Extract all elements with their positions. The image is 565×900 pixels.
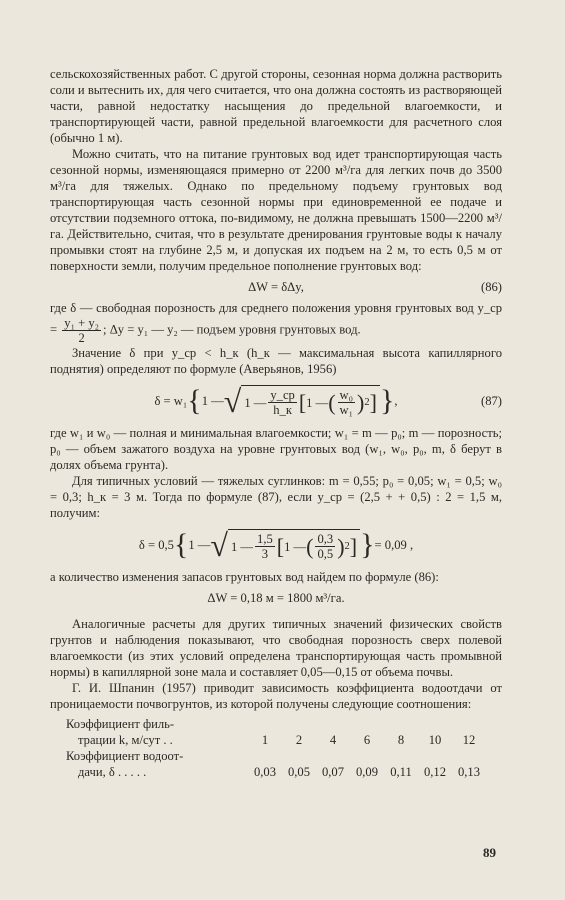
row-label: Коэффициент водоот- [66,749,184,763]
left-bracket: [ [276,533,285,559]
formula-text: ΔW = δΔy, [248,280,304,294]
formula-lhs: δ = 0,5 [138,538,174,552]
paragraph: Можно считать, что на питание грунтовых вод идет транспортирующая часть сезонной нормы, изменяющаяся примерно от 2200 м³/га для легких почв до 3500 м³/га для тяжелых. Однако по предельному подъему грунтовых вод транспортирующая часть сезонной нормы при единовременной ее подаче и отсутствии подземного оттока, по-видимому, не должна превышать 1500—2200 м³/га. Действительно, считая, что в результате дренирования грунтовые воды к началу промывки стоят на глубине 2,5 м, и допуская их подъем на 2 м, то есть 0,5 м от поверхности земли, получим предельное пополнение грунтовых вод: [50,147,502,273]
table-cell: 8 [397,733,405,747]
paragraph: а количество изменения запасов грунтовых вод найдем по формуле (86): [50,570,439,584]
table-cell: 0,12 [423,765,447,779]
fraction [255,532,275,561]
formula-term: 1 — [230,539,254,554]
square-root [224,385,380,417]
denominator: 2 [78,331,85,345]
table-cell: 2 [295,733,303,747]
coefficient-table [50,716,486,780]
table-cell: 0,07 [321,765,345,779]
table-row [50,748,486,764]
text-run: y_ср = [50,301,503,337]
table-cell: 12 [462,733,476,747]
left-brace: { [187,384,202,417]
formula-dw-result [50,590,502,606]
left-paren: ( [306,533,314,559]
numerator: y_ср [270,388,295,402]
left-paren: ( [328,389,336,415]
table-row [50,764,486,780]
numerator: w₀ [339,388,354,402]
table-row [50,732,486,748]
formula-number: (86) [481,280,502,294]
formula-result: = 0,09 , [374,538,414,552]
exponent: 2 [364,396,370,408]
formula-lhs: δ = w₁ [154,394,188,408]
paragraph: сельскохозяйственных работ. С другой стороны, сезонная норма должна растворить соли и вытеснить их, для чего считается, что она должна состоять из растворяющей части, равной недостатку насыщения до предельной влагоемкости, и транспортирующей части, равной предельной влагоемкости для расчетного слоя (обычно 1 м). [50,67,502,145]
left-brace: { [173,528,189,561]
paragraph [50,300,502,345]
square-root [210,529,360,561]
paragraph: Для типичных условий — тяжелых суглинков: m = 0,55; p₀ = 0,05; w₁ = 0,5; w₀ = 0,3; h_к = 3 м. Тогда по формуле (87), если y_ср = (2,5 + + 0,5) : 2 = 1,5 м, получим: [50,474,502,520]
radical-sign: √ [210,527,228,563]
right-bracket: ] [369,389,377,415]
text-run: — подъем уровня грунтовых вод. [180,322,361,337]
page-body [50,66,502,780]
denominator: h_к [273,403,292,417]
formula-term: 1 — [201,394,224,408]
paragraph: Аналогичные расчеты для других типичных значений физических свойств грунтов и наблюдения показывают, что свободная порозность сверх полевой влагоемкости (из этих условий определена транспортирующая часть промывной нормы) в капиллярной зоне мала и составляет 0,05—0,15 от объема почвы. [50,617,502,679]
formula-term: 1 — [188,538,211,552]
text-run: Δy = y₁ — y₂ [109,322,178,337]
left-bracket: [ [298,389,307,415]
radical-sign: √ [223,383,242,419]
radicand [228,529,360,561]
right-brace: } [360,528,375,561]
table-cell: 1 [261,733,269,747]
fraction [268,388,296,417]
table-cell: 0,11 [390,765,412,779]
fraction [62,316,101,345]
right-paren: ) [337,533,345,559]
row-label: Коэффициент филь- [66,717,175,731]
page-number: 89 [483,845,496,860]
table-cell: 0,05 [287,765,311,779]
fraction [315,532,335,561]
separator: ; [103,322,107,337]
calculation-formula [50,529,502,561]
fraction [338,388,356,417]
paragraph: Значение δ при y_ср < h_к (h_к — максимальная высота капиллярного поднятия) определяют по формуле (Аверьянов, 1956) [50,346,502,376]
right-bracket: ] [349,533,358,559]
formula-term: 1 — [306,395,329,410]
formula-term: 1 — [284,539,307,554]
table-cell: 6 [363,733,371,747]
formula-87: δ = w₁ { 1 — √ 1 — $\frac{y\_ср}{h\_к}$ [ 1 — ( $\frac{\text{w₀}}{\text{w₁}}$ ) 2 ] } , (87) [154,383,502,419]
table-cell: 4 [329,733,337,747]
exponent: 2 [344,540,350,552]
row-label: трации k, м/сут . . [78,733,173,747]
denominator: 0,5 [317,547,334,561]
right-paren: ) [357,389,365,415]
denominator: w₁ [339,403,354,417]
formula-term: 1 — [244,395,267,410]
formula-number: (87) [481,394,502,408]
numerator: y₁ + y₂ [64,316,100,330]
table-cell: 0,03 [253,765,277,779]
right-brace: } [379,384,395,417]
text-run: где δ — свободная порозность для среднего положения уровня грунтовых вод [50,301,474,315]
numerator: 1,5 [257,532,273,546]
formula-text: ΔW = 0,18 м = 1800 м³/га. [207,591,345,605]
radicand [241,385,380,417]
paragraph: где w₁ и w₀ — полная и минимальная влагоемкости; w₁ = m — p₀; m — порозность; p₀ — объем зажатого воздуха на уровне грунтовых вод (w₁, w₀, p₀, m, δ берут в долях объема грунта). [50,426,502,472]
formula-86 [50,279,502,295]
table-cell: 0,13 [457,765,481,779]
table-cell: 0,09 [355,765,379,779]
paragraph: Г. И. Шпанин (1957) приводит зависимость коэффициента водоотдачи от проницаемости почвогрунтов, из которой получены следующие соотношения: [50,681,502,711]
table-row [50,716,486,732]
table-cell: 10 [428,733,442,747]
row-label: дачи, δ . . . . . [78,765,147,779]
numerator: 0,3 [317,532,334,546]
denominator: 3 [261,547,269,561]
